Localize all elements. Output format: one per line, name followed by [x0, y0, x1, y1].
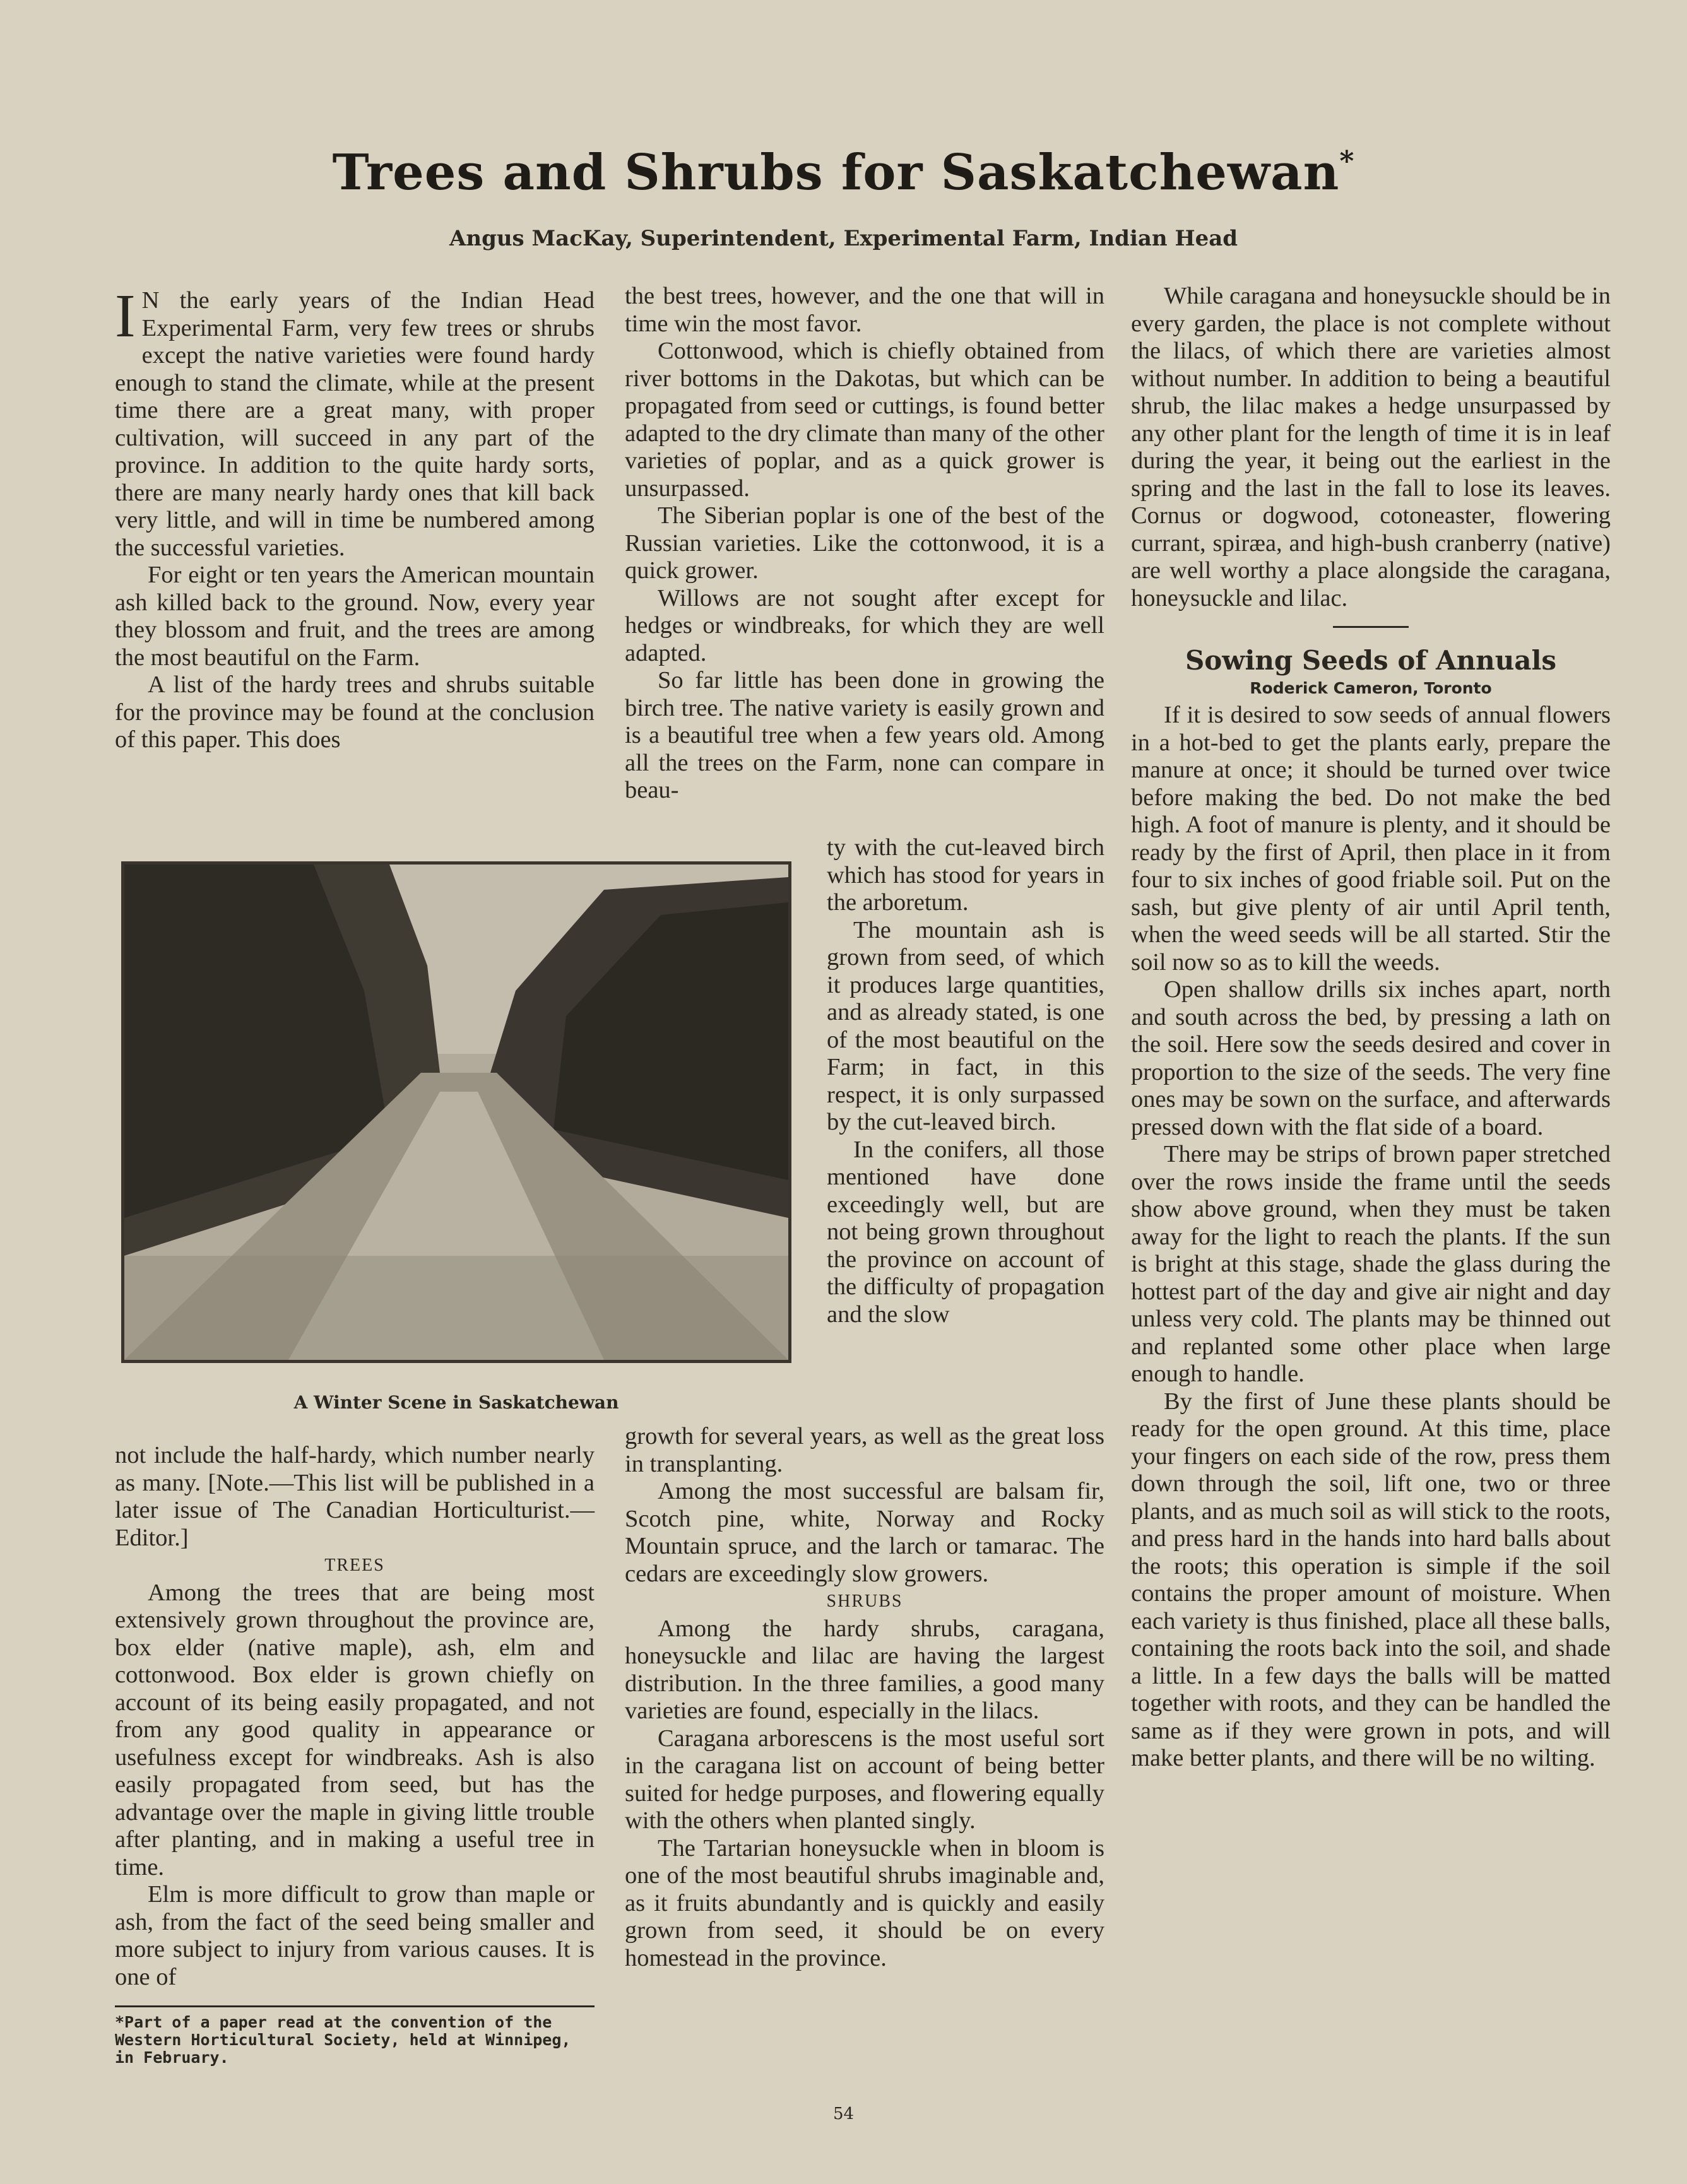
footnote: *Part of a paper read at the convention of the Western Horticultural Society, held at Winnipeg, in February.: [115, 2005, 595, 2067]
paragraph: A list of the hardy trees and shrubs suitable for the province may be found at the conclusion of this paper. This does: [115, 671, 595, 753]
sidebar-article-title: Sowing Seeds of Annuals: [1185, 645, 1557, 676]
paragraph: I N the early years of the Indian Head Experimental Farm, very few trees or shrubs except the native varieties were found hardy enough to stand the climate, while at the present time there are a great many, with proper cultivation, will succeed in any part of the province. In addition to the quite hardy sorts, there are many nearly hardy ones that kill back very little, and will in time be numbered among the successful varieties.: [115, 282, 595, 561]
photo-caption: A Winter Scene in Saskatchewan: [293, 1392, 619, 1413]
column-2-wrap: [827, 834, 1104, 1328]
paragraph: By the first of June these plants should be ready for the open ground. At this time, place your fingers on each side of the row, press them down through the soil, lift one, two or three plants, and as much soil as will stick to the roots, and press hard in the hands into hard balls about the roots; this operation is simple if the soil contains the proper amount of moisture. When each variety is thus finished, place all these balls, containing the roots back into the soil, and shade a little. In a few days the balls will be matted together with roots, and they can be handled the same as if they were grown in pots, and will make better plants, and there will be no wilting.: [1131, 1388, 1611, 1771]
paragraph: For eight or ten years the American mountain ash killed back to the ground. Now, every year they blossom and fruit, and the trees are among the most beautiful on the Farm.: [115, 562, 595, 671]
winter-scene-photo: [121, 861, 791, 1363]
paragraph: Among the hardy shrubs, caragana, honeysuckle and lilac are having the largest distribution. In the three families, a good many varieties are found, especially in the lilacs.: [625, 1615, 1104, 1724]
section-divider: [1333, 626, 1409, 628]
paragraph: ty with the cut-leaved birch which has stood for years in the arboretum.: [827, 834, 1104, 916]
paragraph: Caragana arborescens is the most useful sort in the caragana list on account of being better suited for hedge purposes, and flowering equally with the others when planted singly.: [625, 1725, 1104, 1834]
column-1-top: [115, 282, 595, 754]
paragraph: There may be strips of brown paper stretched over the rows inside the frame until the seeds show above ground, when they must be taken away for the light to reach the plants. If the sun is bright at this stage, shade the glass during the hottest part of the day and give air night and day unless very cold. The plants may be thinned out and replanted some other place when large enough to handle.: [1131, 1141, 1611, 1387]
section-heading-shrubs: SHRUBS: [826, 1591, 903, 1611]
paragraph: the best trees, however, and the one that will in time win the most favor.: [625, 283, 1104, 337]
section-heading-trees: TREES: [324, 1555, 385, 1575]
paragraph: So far little has been done in growing the birch tree. The native variety is easily grown and is a beautiful tree when a few years old. Among all the trees on the Farm, none can compare in beau-: [625, 667, 1104, 803]
photo-illustration: [124, 865, 788, 1360]
column-2-bottom: [625, 1423, 1104, 1972]
paragraph: Among the trees that are being most extensively grown throughout the province are, box elder (native maple), ash, elm and cottonwood. Box elder is grown chiefly on account of its being easily propagated, and not from any good quality in appearance or usefulness except for windbreaks. Ash is also easily propagated from seed, but has the advantage over the maple in giving little trouble after planting, and in making a useful tree in time.: [115, 1579, 595, 1880]
paragraph: The mountain ash is grown from seed, of which it produces large quantities, and as already stated, is one of the most beautiful on the Farm; in fact, in this respect, it is only surpassed by the cut-leaved birch.: [827, 916, 1104, 1135]
column-1-bottom: [115, 1442, 595, 1991]
paragraph: Willows are not sought after except for hedges or windbreaks, for which they are well adapted.: [625, 584, 1104, 666]
paragraph: Cottonwood, which is chiefly obtained from river bottoms in the Dakotas, but which can be propagated from seed or cuttings, is found better adapted to the dry climate than many of the other varieties of poplar, and as a quick grower is unsurpassed.: [625, 338, 1104, 502]
article-byline: Angus MacKay, Superintendent, Experimental Farm, Indian Head: [449, 226, 1238, 251]
paragraph: Open shallow drills six inches apart, north and south across the bed, by pressing a lath on the soil. Here sow the seeds desired and cover in proportion to the size of the seeds. The very fine ones may be sown on the surface, and afterwards pressed down with the flat side of a board.: [1131, 976, 1611, 1140]
drop-cap: I: [115, 282, 136, 350]
paragraph: not include the half-hardy, which number nearly as many. [Note.—This list will be published in a later issue of The Canadian Horticulturist.—Editor.]: [115, 1442, 595, 1551]
page-number: 54: [832, 2104, 855, 2123]
paragraph: Elm is more difficult to grow than maple or ash, from the fact of the seed being smaller and more subject to injury from various causes. It is one of: [115, 1881, 595, 1990]
paragraph: If it is desired to sow seeds of annual flowers in a hot-bed to get the plants early, prepare the manure at once; it should be turned over twice before making the bed. Do not make the bed high. A foot of manure is plenty, and it should be ready by the first of April, then place in it from four to six inches of good friable soil. Put on the sash, but give plenty of air until April tenth, when the weed seeds will be all started. Stir the soil now so as to kill the weeds.: [1131, 702, 1611, 976]
paragraph: The Tartarian honeysuckle when in bloom is one of the most beautiful shrubs imaginable and, as it fruits abundantly and is quickly and easily grown from seed, it should be on every homestead in the province.: [625, 1834, 1104, 1971]
sidebar-article-byline: Roderick Cameron, Toronto: [1250, 678, 1492, 697]
paragraph: In the conifers, all those mentioned have done exceedingly well, but are not being grown throughout the province on account of the difficulty of propagation and the slow: [827, 1136, 1104, 1328]
paragraph: growth for several years, as well as the great loss in transplanting.: [625, 1423, 1104, 1477]
paragraph: Among the most successful are balsam fir, Scotch pine, white, Norway and Rocky Mountain spruce, and the larch or tamarac. The cedars are exceedingly slow growers.: [625, 1478, 1104, 1587]
article-title: Trees and Shrubs for Saskatchewan*: [332, 144, 1355, 201]
title-footnote-mark: *: [1339, 145, 1355, 177]
column-2-top: [625, 283, 1104, 805]
paragraph: While caragana and honeysuckle should be in every garden, the place is not complete without the lilacs, of which there are varieties almost without number. In addition to being a beautiful shrub, the lilac makes a hedge unsurpassed by any other plant for the length of time it is in leaf during the year, it being out the earliest in the spring and the last in the fall to lose its leaves. Cornus or dogwood, cotoneaster, flowering currant, spiræa, and high-bush cranberry (native) are well worthy a place alongside the caragana, honeysuckle and lilac.: [1131, 283, 1611, 611]
column-3: [1131, 283, 1611, 1773]
paragraph: The Siberian poplar is one of the best of the Russian varieties. Like the cottonwood, it is a quick grower.: [625, 502, 1104, 584]
